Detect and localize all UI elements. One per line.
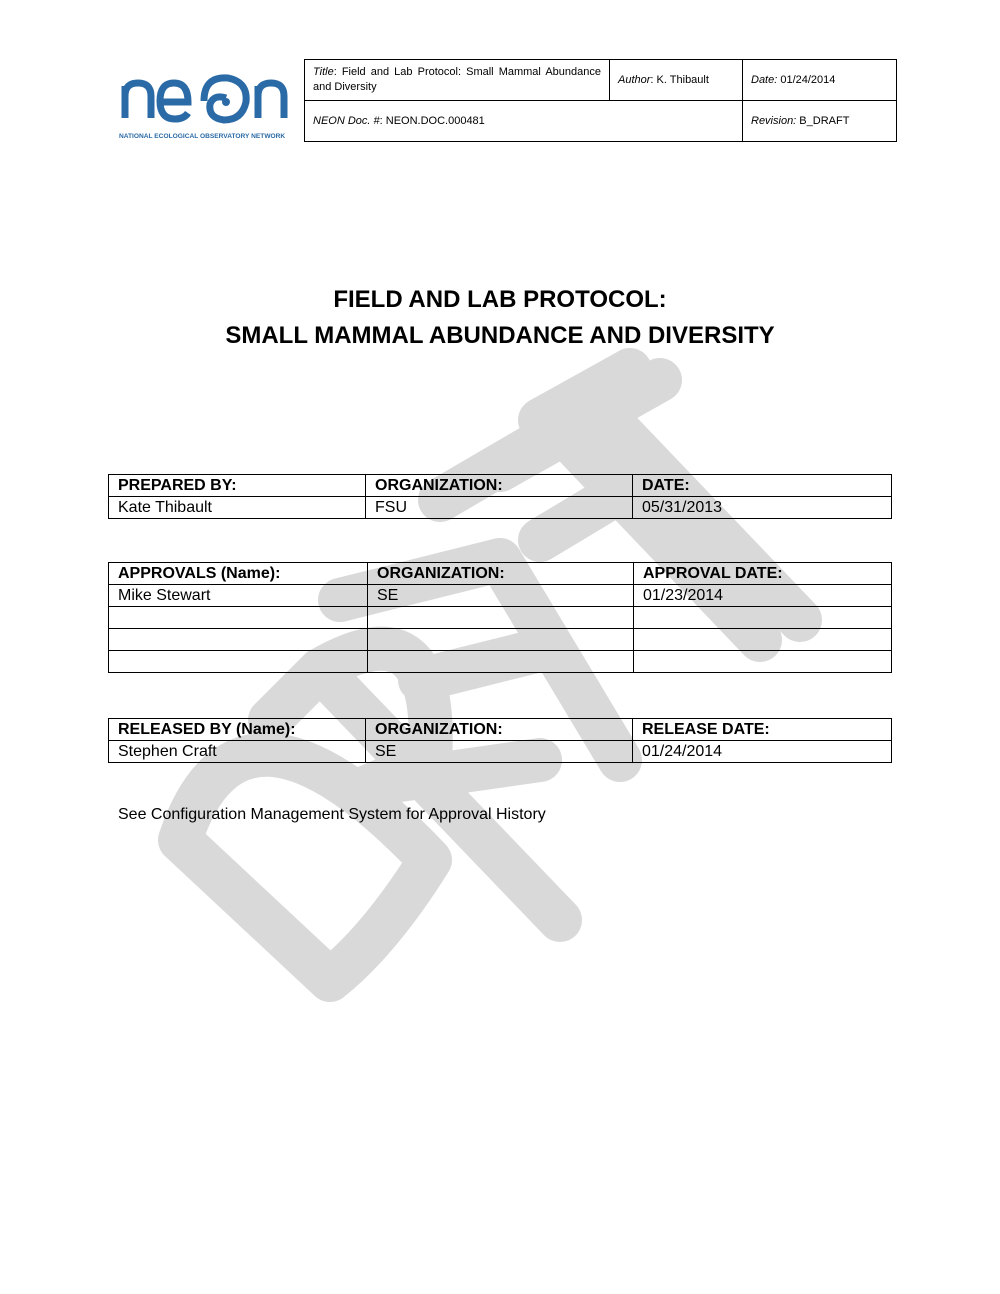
title-label: Title [313,66,334,78]
table-cell [368,607,634,629]
document-header-table [304,59,897,142]
table-cell [634,629,892,651]
table-header-cell: PREPARED BY: [109,475,366,497]
document-title-line2: SMALL MAMMAL ABUNDANCE AND DIVERSITY [225,322,775,349]
table-cell: SE [366,741,633,763]
neon-logo [118,66,294,144]
header-title-cell [305,60,610,101]
header-author-cell [610,60,743,101]
logo-tagline: NATIONAL ECOLOGICAL OBSERVATORY NETWORK [119,133,286,140]
table-cell: Stephen Craft [109,741,366,763]
table-cell: SE [368,585,634,607]
table-header-cell: RELEASED BY (Name): [109,719,366,741]
date-label: Date: [751,74,778,86]
table-header-cell: ORGANIZATION: [368,563,634,585]
doc-number-label: NEON Doc. # [313,115,380,127]
header-date-cell [743,60,897,101]
prepared-by-table [108,474,892,519]
table-cell [634,651,892,673]
table-cell [368,629,634,651]
table-header-cell: RELEASE DATE: [633,719,892,741]
table-cell [634,607,892,629]
table-cell [109,629,368,651]
doc-number-value: : NEON.DOC.000481 [379,115,485,127]
table-header-cell: ORGANIZATION: [366,719,633,741]
table-row [109,585,892,607]
title-value: : Field and Lab Protocol: Small Mammal Abundance and Diversity [313,66,601,93]
table-row [109,629,892,651]
table-header-cell: APPROVALS (Name): [109,563,368,585]
released-by-table [108,718,892,763]
table-cell [109,651,368,673]
table-header-row [109,719,892,741]
table-cell [368,651,634,673]
document-title-line1: FIELD AND LAB PROTOCOL: [333,286,667,313]
table-header-cell: APPROVAL DATE: [634,563,892,585]
header-doc-number-cell [305,101,743,142]
table-cell: Mike Stewart [109,585,368,607]
table-cell [109,607,368,629]
table-cell: 05/31/2013 [633,497,892,519]
table-row [109,607,892,629]
table-cell: Kate Thibault [109,497,366,519]
table-cell: 01/23/2014 [634,585,892,607]
header-revision-cell [743,101,897,142]
date-value: 01/24/2014 [777,74,836,86]
document-title [0,282,1000,354]
approval-history-note: See Configuration Management System for Approval History [118,806,546,823]
table-cell: FSU [366,497,633,519]
table-header-row [109,563,892,585]
table-header-cell: ORGANIZATION: [366,475,633,497]
revision-value: B_DRAFT [796,115,850,127]
table-row [109,651,892,673]
table-header-row [109,475,892,497]
table-row [109,497,892,519]
approvals-table [108,562,892,673]
table-cell: 01/24/2014 [633,741,892,763]
revision-label: Revision: [751,115,797,127]
table-row [109,741,892,763]
author-value: : K. Thibault [650,74,709,86]
table-header-cell: DATE: [633,475,892,497]
author-label: Author [618,74,651,86]
